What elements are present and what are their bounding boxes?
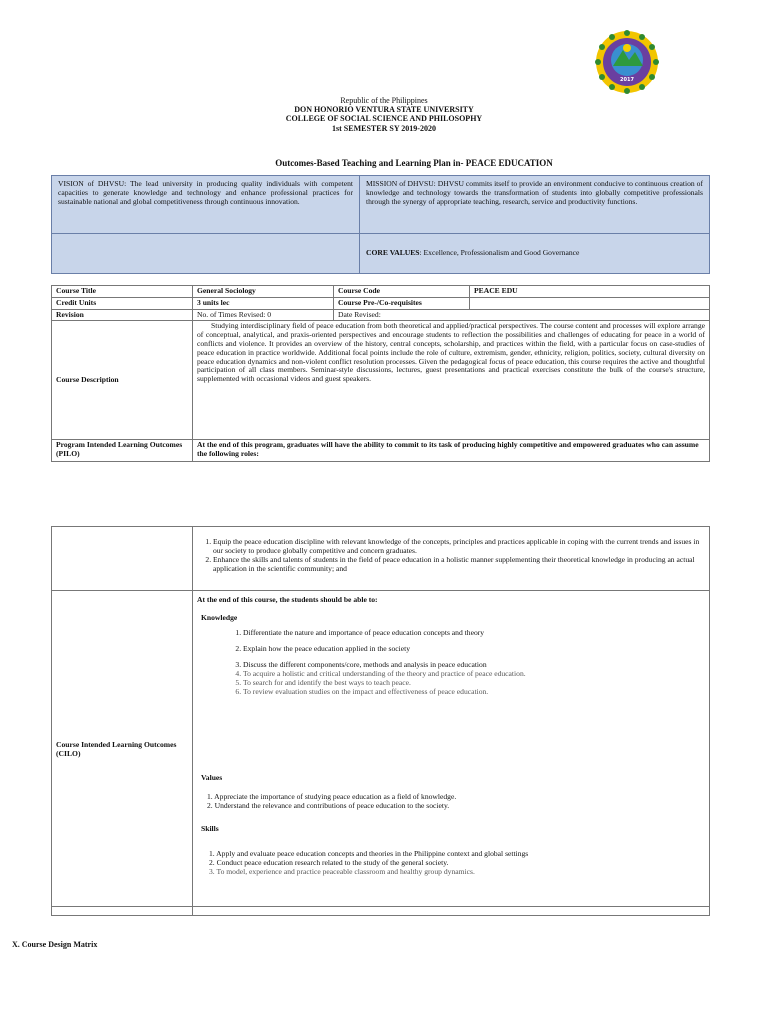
- course-code-label: Course Code: [334, 286, 470, 298]
- course-code-value: PEACE EDU: [470, 286, 710, 298]
- course-info-table: [51, 285, 710, 462]
- revision-label: Revision: [52, 309, 193, 321]
- skills-item: 3. To model, experience and practice peaceable classroom and healthy group dynamics.: [209, 867, 475, 876]
- republic-line: Republic of the Philippines: [340, 96, 428, 105]
- knowledge-item: 1. Differentiate the nature and importance of peace education concepts and theory: [243, 628, 705, 637]
- knowledge-heading: Knowledge: [201, 613, 238, 622]
- core-values-cell: [360, 234, 710, 274]
- outcomes-table: [51, 526, 710, 916]
- vision-cell: VISION of DHVSU: The lead university in producing quality individuals with competent capacities to generate knowledge and technology and enhance professional practices for sustainable national and global competitiveness through continuous innovation.: [52, 176, 360, 234]
- plan-title: Outcomes-Based Teaching and Learning Plan in- PEACE EDUCATION: [275, 158, 553, 168]
- prereq-value: [470, 297, 710, 309]
- college-name: COLLEGE OF SOCIAL SCIENCE AND PHILOSOPHY: [285, 114, 483, 123]
- course-description-label: Course Description: [52, 321, 193, 440]
- pilo-item: 1. Equip the peace education discipline with relevant knowledge of the concepts, principles and practices applicable in coping with the current trends and issues in our society to produce globally competitive and concern graduates.: [213, 537, 705, 555]
- empty-cell: [193, 907, 710, 916]
- course-description: Studying interdisciplinary field of peace education from both theoretical and applied/practical perspectives. The course content and processes will explore arrange of conceptual, analytical, and praxis-oriented perspectives and encourage students to reflection the possibilities and challenges of educating for peace in a world of conflicts and violence. It provides an overview of the history, central concepts, scholarship, and practices within the field, with a particular focus on case-studies of peace education in practice worldwide. Additional focal points include the role of culture, extremism, gender, ethnicity, religion, politics, society, cultural diversity on peace education dynamics and non-violent conflict resolution processes. Given the pedagogical focus of peace education, this course requires the active and thoughtful participation of all class members. Seminar-style discussions, lectures, guest presentations and practical exercises constitute the bulk of the course's structure, supplemented with occasional videos and guest speakers.: [193, 321, 710, 440]
- empty-cell: [52, 234, 360, 274]
- values-heading: Values: [201, 773, 223, 782]
- date-revised: Date Revised:: [334, 309, 710, 321]
- core-values-label: CORE VALUES: [366, 248, 420, 258]
- pilo-items-cell: [193, 527, 710, 591]
- skills-item: 1. Apply and evaluate peace education concepts and theories in the Philippine context and global settings: [209, 849, 529, 858]
- credit-units-value: 3 units lec: [193, 297, 334, 309]
- course-design-matrix-heading: X. Course Design Matrix: [12, 940, 98, 949]
- knowledge-item: 4. To acquire a holistic and critical understanding of the theory and practice of peace education.: [243, 669, 705, 678]
- pilo-continued-label: [52, 527, 193, 591]
- course-title-label: Course Title: [52, 286, 193, 298]
- core-values-text: : Excellence, Professionalism and Good Governance: [419, 248, 580, 258]
- pilo-label: Program Intended Learning Outcomes (PILO): [52, 440, 193, 462]
- prereq-label: Course Pre-/Co-requisites: [334, 297, 470, 309]
- pilo-item: 2. Enhance the skills and talents of students in the field of peace education in a holistic manner supplementing their theoretical knowledge in producing an actual application in the scientific community; and: [213, 555, 705, 573]
- knowledge-list: [197, 628, 705, 696]
- pilo-text: At the end of this program, graduates will have the ability to commit to its task of producing highly competitive and empowered graduates who can assume the following roles:: [193, 440, 710, 462]
- empty-cell: [52, 907, 193, 916]
- semester-line: 1st SEMESTER SY 2019-2020: [332, 124, 436, 133]
- university-seal-logo: [595, 30, 659, 94]
- knowledge-item: 5. To search for and identify the best ways to teach peace.: [243, 678, 705, 687]
- pilo-list: [197, 537, 705, 573]
- values-item: 1. Appreciate the importance of studying peace education as a field of knowledge.: [207, 792, 457, 801]
- values-item: 2. Understand the relevance and contributions of peace education to the society.: [207, 801, 450, 810]
- knowledge-item: 6. To review evaluation studies on the impact and effectiveness of peace education.: [243, 687, 705, 696]
- skills-item: 2. Conduct peace education research related to the study of the general society.: [209, 858, 449, 867]
- seal-year: 2017: [620, 77, 634, 83]
- course-title-value: General Sociology: [193, 286, 334, 298]
- credit-units-label: Credit Units: [52, 297, 193, 309]
- knowledge-item: 2. Explain how the peace education applied in the society: [243, 644, 705, 653]
- times-revised: No. of Times Revised: 0: [193, 309, 334, 321]
- university-name: DON HONORIO VENTURA STATE UNIVERSITY: [294, 105, 474, 114]
- skills-heading: Skills: [201, 824, 219, 833]
- mission-cell: MISSION of DHVSU: DHVSU commits itself to provide an environment conducive to continuous creation of knowledge and technology towards the transformation of students into globally competitive professionals through the synergy of appropriate teaching, research, service and productivity functions.: [360, 176, 710, 234]
- cilo-cell: [193, 591, 710, 907]
- cilo-label: Course Intended Learning Outcomes (CILO): [52, 591, 193, 907]
- vision-mission-table: [51, 175, 710, 274]
- cilo-intro: At the end of this course, the students should be able to:: [197, 595, 378, 604]
- knowledge-item: 3. Discuss the different components/core, methods and analysis in peace education: [243, 660, 705, 669]
